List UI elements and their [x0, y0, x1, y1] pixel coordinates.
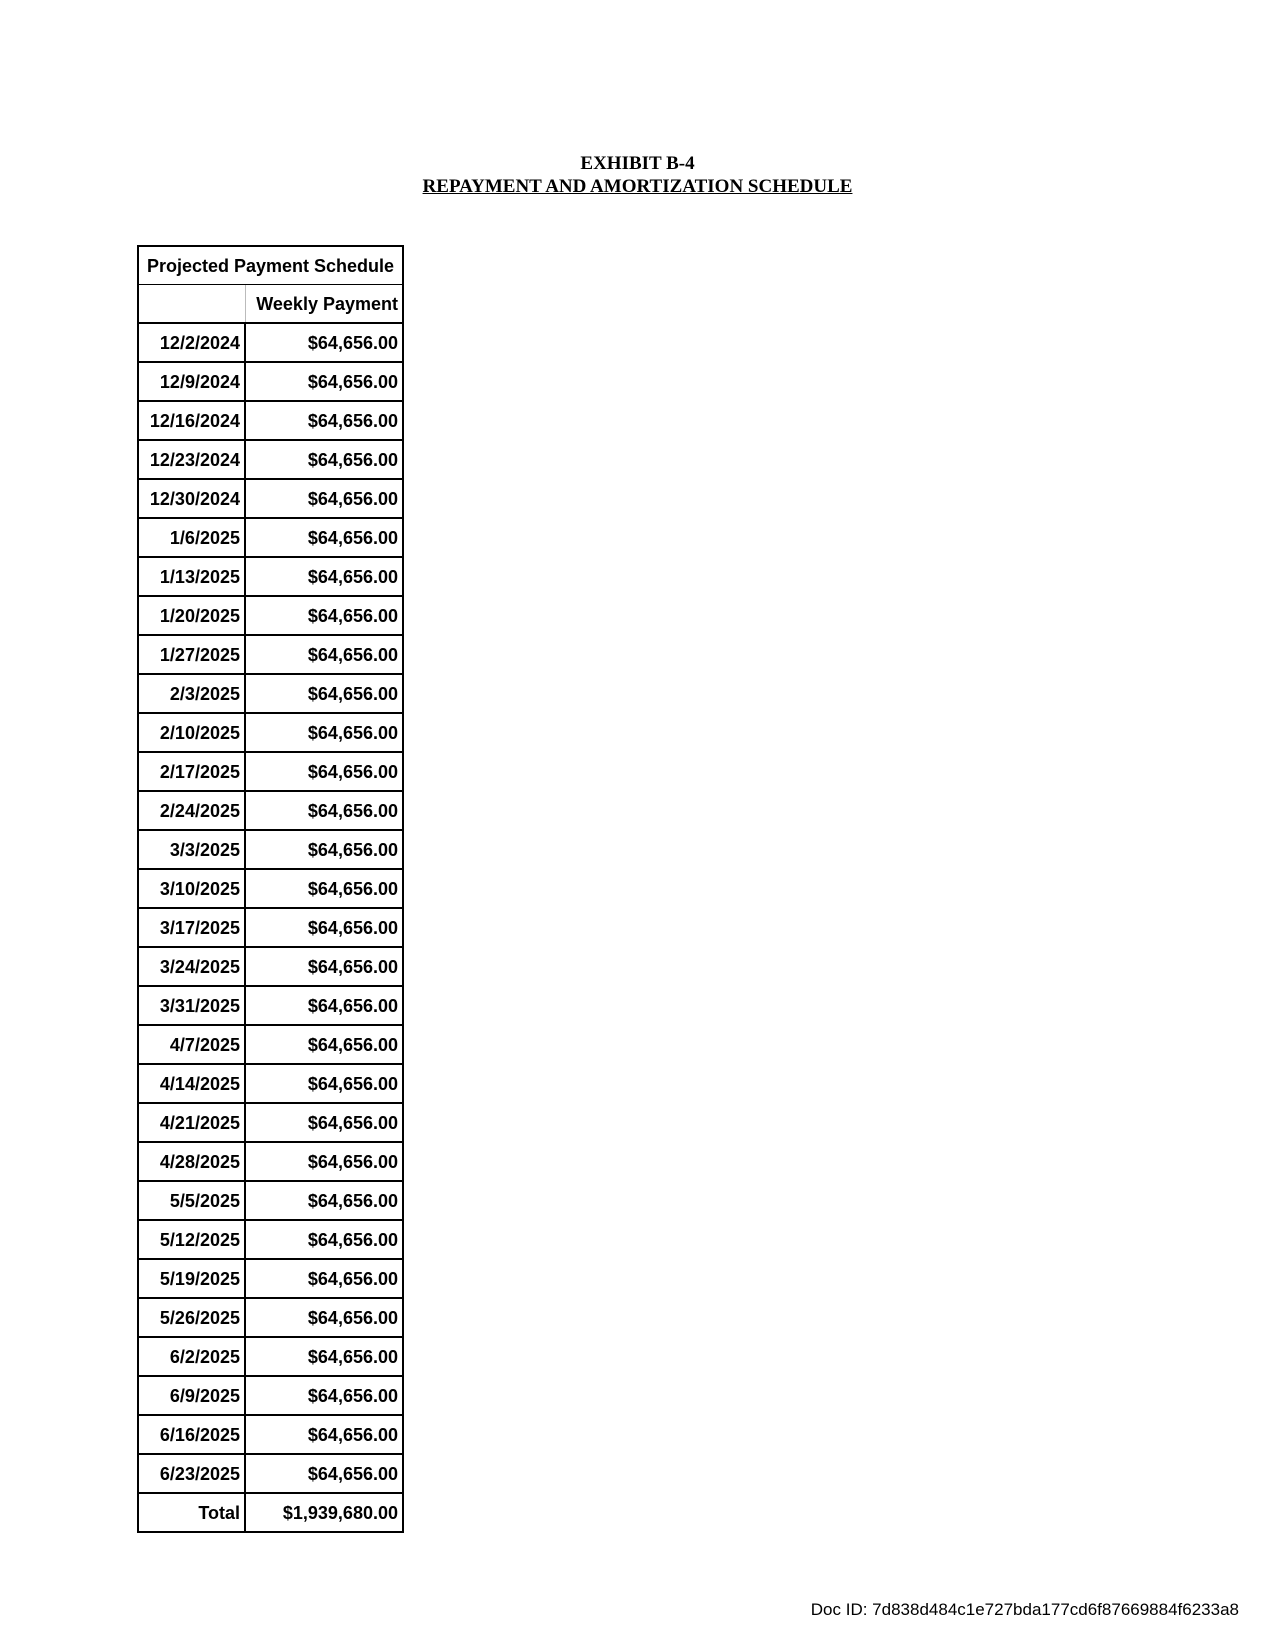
table-row [138, 1103, 403, 1142]
payment-date: 2/24/2025 [138, 791, 245, 830]
payment-date: 1/13/2025 [138, 557, 245, 596]
exhibit-heading [0, 152, 1275, 198]
table-header-row [138, 285, 403, 324]
payment-amount: $64,656.00 [245, 1181, 403, 1220]
payment-amount: $64,656.00 [245, 518, 403, 557]
payment-amount: $64,656.00 [245, 1103, 403, 1142]
payment-amount: $64,656.00 [245, 1025, 403, 1064]
table-title-row [138, 246, 403, 285]
table-row [138, 401, 403, 440]
table-row [138, 1337, 403, 1376]
table-row [138, 713, 403, 752]
table-row [138, 986, 403, 1025]
payment-date: 5/12/2025 [138, 1220, 245, 1259]
table-row [138, 323, 403, 362]
table-row [138, 1454, 403, 1493]
table-row [138, 1376, 403, 1415]
total-label: Total [138, 1493, 245, 1532]
table-row [138, 362, 403, 401]
payment-amount: $64,656.00 [245, 752, 403, 791]
table-row [138, 1415, 403, 1454]
payment-date: 12/30/2024 [138, 479, 245, 518]
payment-amount: $64,656.00 [245, 869, 403, 908]
table-row [138, 440, 403, 479]
payment-amount: $64,656.00 [245, 1220, 403, 1259]
payment-amount: $64,656.00 [245, 596, 403, 635]
total-row [138, 1493, 403, 1532]
payment-date: 2/10/2025 [138, 713, 245, 752]
payment-date: 3/24/2025 [138, 947, 245, 986]
table-row [138, 869, 403, 908]
table-row [138, 830, 403, 869]
payment-date: 4/14/2025 [138, 1064, 245, 1103]
payment-amount: $64,656.00 [245, 1415, 403, 1454]
payment-date: 3/3/2025 [138, 830, 245, 869]
payment-date: 4/7/2025 [138, 1025, 245, 1064]
payment-amount: $64,656.00 [245, 1259, 403, 1298]
payment-date: 3/10/2025 [138, 869, 245, 908]
table-row [138, 947, 403, 986]
payment-amount: $64,656.00 [245, 791, 403, 830]
payment-date: 1/27/2025 [138, 635, 245, 674]
payment-date: 4/21/2025 [138, 1103, 245, 1142]
table-row [138, 596, 403, 635]
payment-date: 1/6/2025 [138, 518, 245, 557]
table-row [138, 635, 403, 674]
table-row [138, 518, 403, 557]
payment-schedule-table [137, 245, 404, 1533]
weekly-payment-header: Weekly Payment [245, 285, 403, 324]
schedule-title: REPAYMENT AND AMORTIZATION SCHEDULE [422, 176, 853, 197]
payment-amount: $64,656.00 [245, 1298, 403, 1337]
payment-date: 3/17/2025 [138, 908, 245, 947]
table-row [138, 1298, 403, 1337]
payment-amount: $64,656.00 [245, 557, 403, 596]
payment-date: 2/17/2025 [138, 752, 245, 791]
payment-date: 5/5/2025 [138, 1181, 245, 1220]
table-row [138, 479, 403, 518]
payment-date: 4/28/2025 [138, 1142, 245, 1181]
payment-amount: $64,656.00 [245, 713, 403, 752]
payment-amount: $64,656.00 [245, 479, 403, 518]
payment-date: 5/19/2025 [138, 1259, 245, 1298]
payment-date: 6/2/2025 [138, 1337, 245, 1376]
payment-date: 12/2/2024 [138, 323, 245, 362]
table-title: Projected Payment Schedule [138, 246, 403, 285]
payment-date: 12/23/2024 [138, 440, 245, 479]
payment-amount: $64,656.00 [245, 1142, 403, 1181]
table-row [138, 752, 403, 791]
payment-date: 5/26/2025 [138, 1298, 245, 1337]
payment-date: 12/16/2024 [138, 401, 245, 440]
payment-date: 6/23/2025 [138, 1454, 245, 1493]
payment-amount: $64,656.00 [245, 440, 403, 479]
table-row [138, 791, 403, 830]
table-row [138, 557, 403, 596]
payment-amount: $64,656.00 [245, 947, 403, 986]
total-amount: $1,939,680.00 [245, 1493, 403, 1532]
table-row [138, 1142, 403, 1181]
payment-amount: $64,656.00 [245, 1376, 403, 1415]
date-column-header [138, 285, 245, 324]
payment-amount: $64,656.00 [245, 323, 403, 362]
table-row [138, 1181, 403, 1220]
payment-amount: $64,656.00 [245, 830, 403, 869]
doc-id: Doc ID: 7d838d484c1e727bda177cd6f87669884f6233a8 [810, 1600, 1239, 1619]
table-row [138, 1025, 403, 1064]
table-row [138, 908, 403, 947]
payment-amount: $64,656.00 [245, 908, 403, 947]
payment-date: 12/9/2024 [138, 362, 245, 401]
payment-amount: $64,656.00 [245, 401, 403, 440]
payment-amount: $64,656.00 [245, 362, 403, 401]
payment-date: 2/3/2025 [138, 674, 245, 713]
payment-date: 6/16/2025 [138, 1415, 245, 1454]
payment-date: 6/9/2025 [138, 1376, 245, 1415]
table-row [138, 1259, 403, 1298]
payment-date: 1/20/2025 [138, 596, 245, 635]
payment-amount: $64,656.00 [245, 674, 403, 713]
table-row [138, 1064, 403, 1103]
exhibit-label: EXHIBIT B-4 [580, 153, 695, 174]
payment-amount: $64,656.00 [245, 635, 403, 674]
table-row [138, 1220, 403, 1259]
table-row [138, 674, 403, 713]
payment-date: 3/31/2025 [138, 986, 245, 1025]
payment-amount: $64,656.00 [245, 986, 403, 1025]
payment-amount: $64,656.00 [245, 1454, 403, 1493]
payment-amount: $64,656.00 [245, 1337, 403, 1376]
payment-amount: $64,656.00 [245, 1064, 403, 1103]
